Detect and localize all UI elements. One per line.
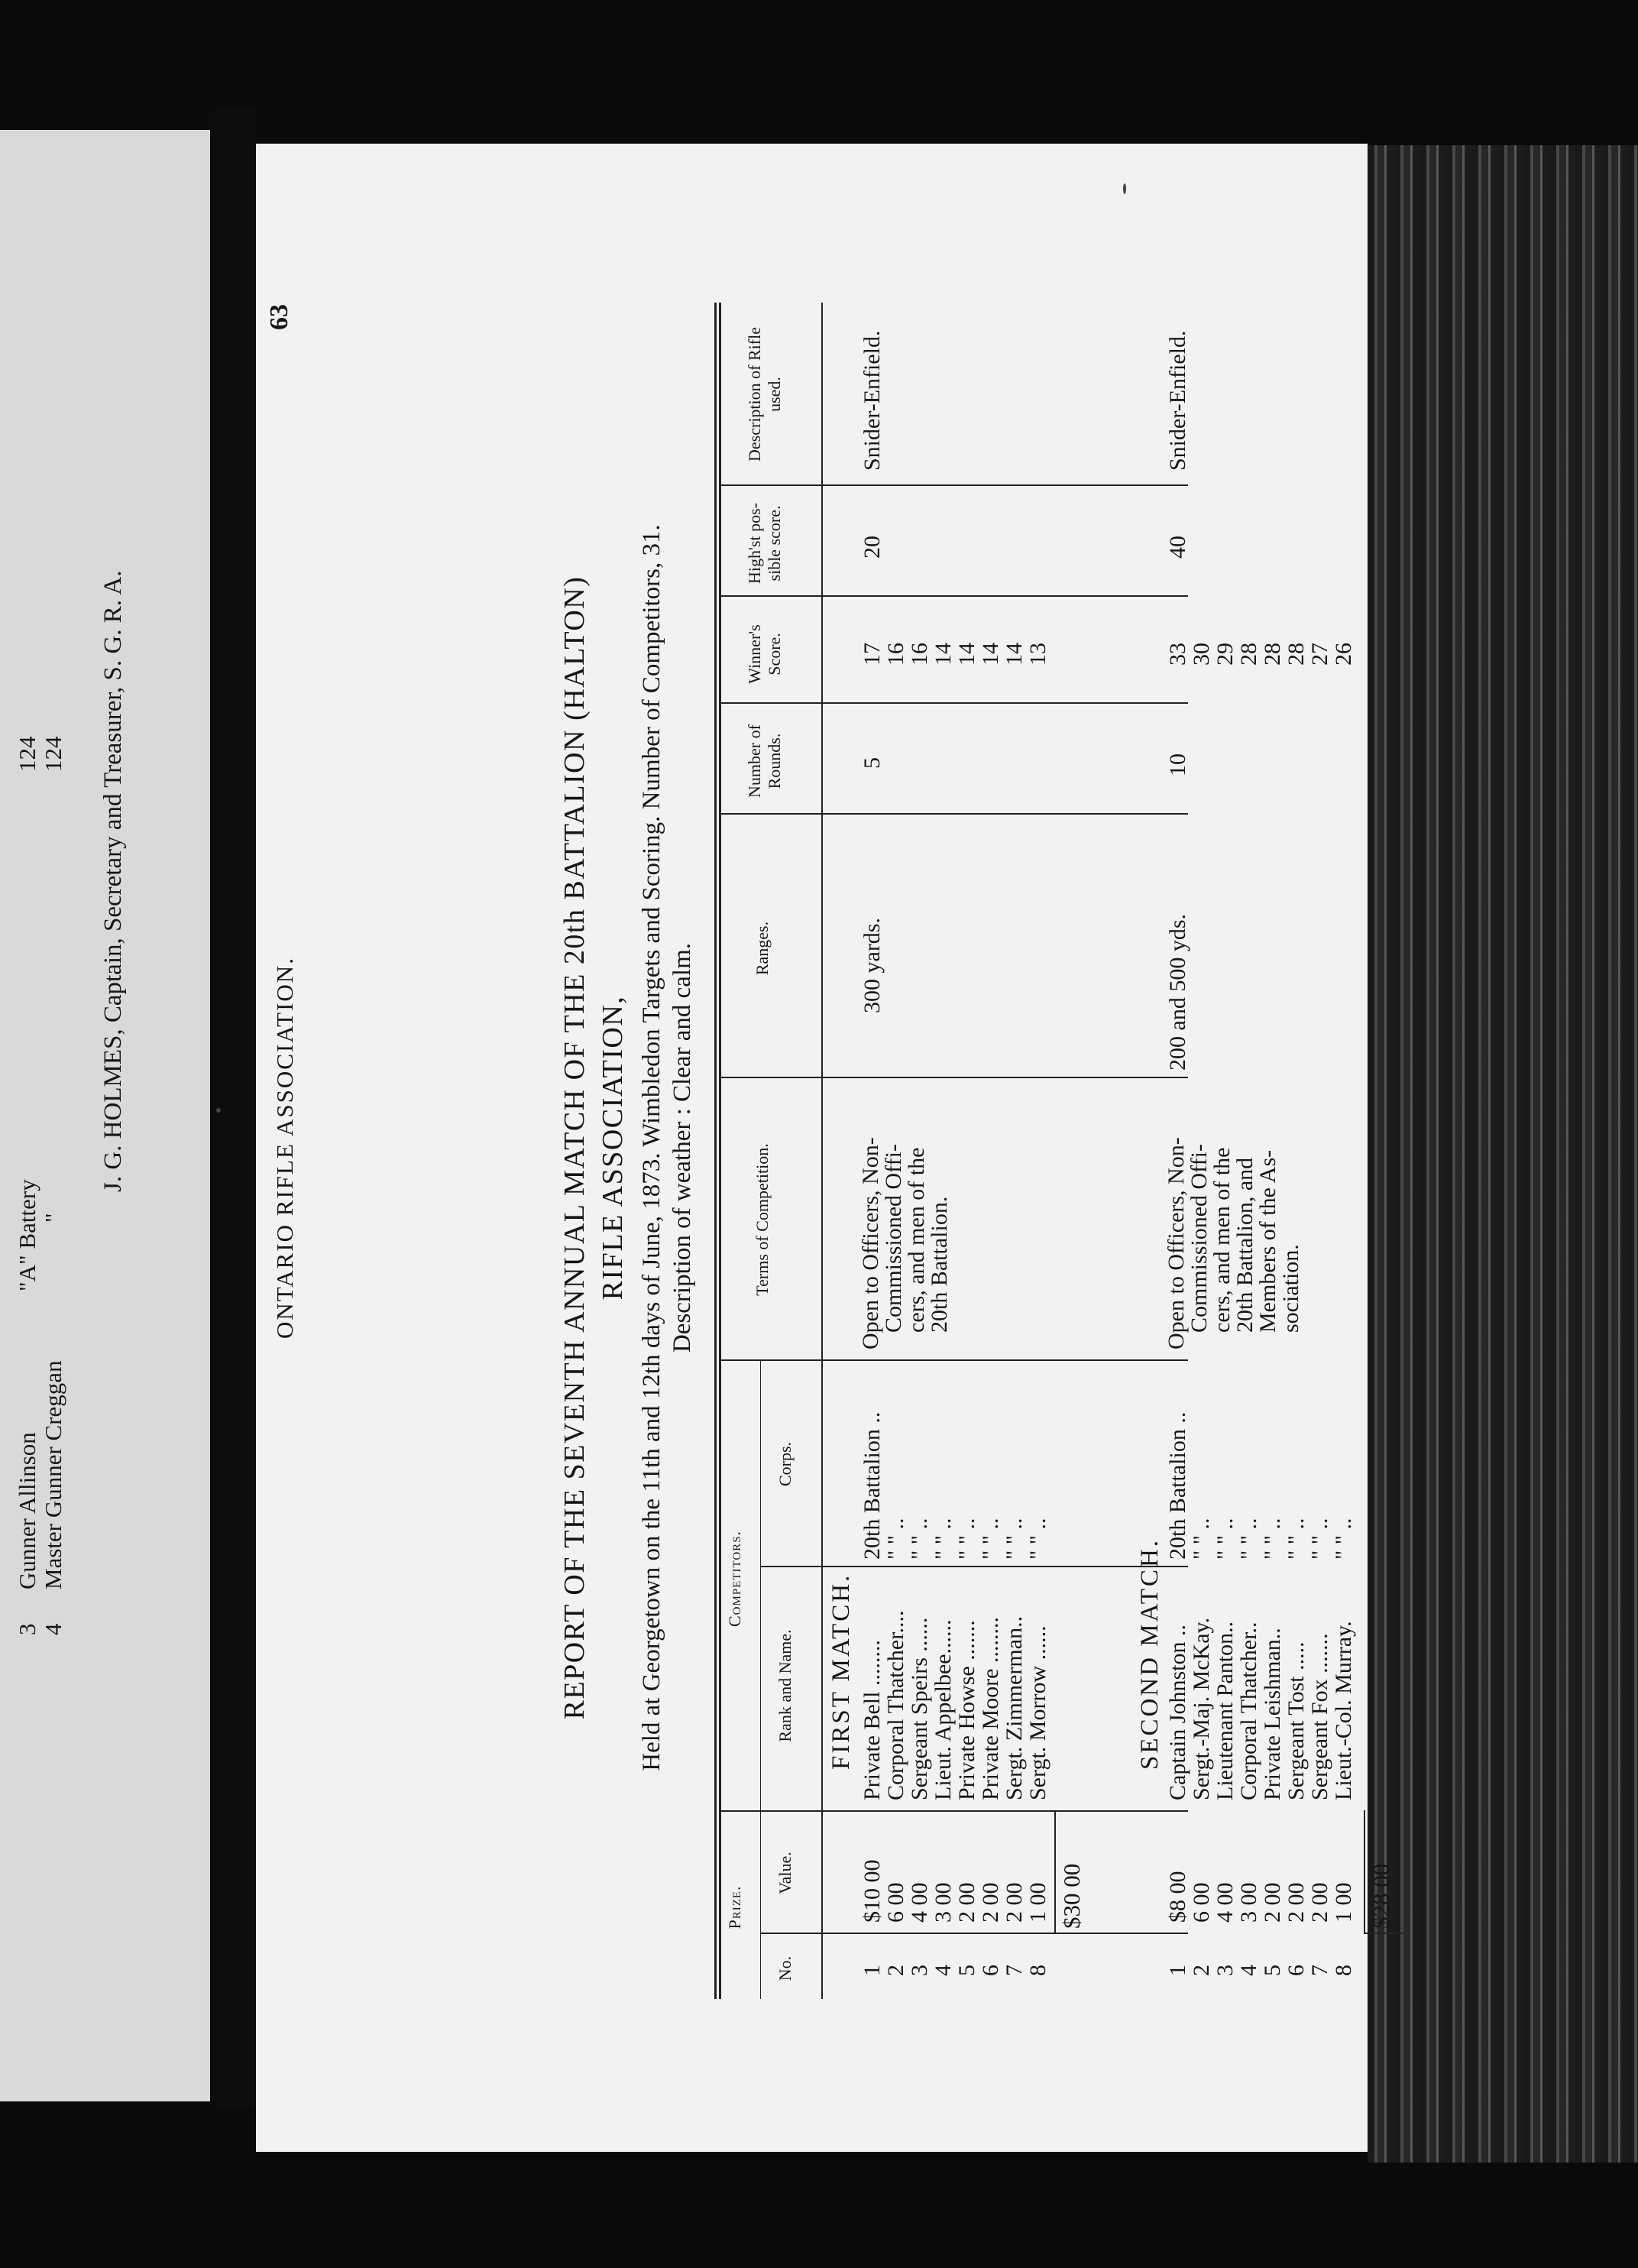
dust-speck: [216, 1108, 221, 1113]
row-number: 3: [907, 1965, 932, 1976]
row-name: Corporal Thatcher....: [883, 1610, 908, 1800]
column-rule: [720, 1359, 1188, 1361]
row-score: 124: [40, 736, 66, 772]
page-number: 63: [265, 304, 293, 330]
header-no: No.: [775, 1955, 795, 1981]
terms-line: cers, and men of the: [1209, 1147, 1235, 1333]
column-rule: [720, 702, 1188, 704]
header-rifle: Description of Rifle used.: [745, 327, 784, 462]
row-value: 2 00: [978, 1882, 1003, 1923]
row-value: 4 00: [907, 1882, 932, 1923]
row-value: 2 00: [1307, 1882, 1332, 1923]
match-rifle: Snider-Enfield.: [859, 330, 885, 471]
column-rule: [760, 1933, 1188, 1934]
row-name: Sergt.-Maj. McKay.: [1189, 1617, 1214, 1800]
column-rule: [760, 1566, 1188, 1567]
row-name: Lieutenant Panton..: [1212, 1621, 1238, 1800]
row-name: Private Howse .......: [954, 1620, 979, 1800]
row-name: Lieut. Appelbee......: [931, 1619, 956, 1800]
row-score: 33: [1165, 643, 1190, 666]
match-title: FIRST MATCH.: [827, 1573, 855, 1770]
row-score: 14: [954, 643, 979, 666]
row-name: Sergeant Fox .......: [1307, 1633, 1332, 1800]
terms-of-competition: [859, 1082, 951, 1349]
row-corps: " " ..: [1236, 1518, 1261, 1560]
row-corps: " " ..: [1307, 1518, 1332, 1560]
row-score: 16: [907, 643, 932, 666]
terms-line: Members of the As-: [1255, 1149, 1280, 1333]
terms-line: Open to Officers, Non-: [1164, 1137, 1189, 1349]
column-rule: [720, 484, 1188, 486]
header-value: Value.: [775, 1852, 795, 1894]
row-name: Corporal Thatcher..: [1236, 1622, 1261, 1800]
row-corps: " " ..: [954, 1518, 979, 1560]
row-corps: " " ..: [1025, 1518, 1050, 1560]
report-title: REPORT OF THE SEVENTH ANNUAL MATCH OF THE 20th BATTALION (HALTON): [558, 575, 591, 1720]
row-number: 6: [978, 1965, 1003, 1976]
row-name: Sergeant Speirs ......: [907, 1617, 932, 1800]
header-terms: Terms of Competition.: [753, 1143, 772, 1296]
row-value: 3 00: [931, 1882, 956, 1923]
header-bottom-rule: [821, 303, 823, 1999]
running-title: ONTARIO RIFLE ASSOCIATION.: [271, 957, 298, 1339]
match-range: 200 and 500 yds.: [1165, 914, 1190, 1071]
rotated-page-content: [256, 144, 1394, 2152]
row-score: 28: [1236, 643, 1261, 666]
match-rounds: 5: [859, 757, 885, 769]
match-total: $28 00: [1368, 1863, 1394, 1929]
row-corps: 20th Battalion ..: [1165, 1411, 1190, 1560]
page-edge-shadow: [1368, 145, 1638, 2163]
header-prize: Prize.: [725, 1885, 744, 1929]
row-score: 13: [1025, 643, 1050, 666]
row-name: Sergeant Tost .....: [1284, 1641, 1309, 1800]
row-corps: " " ..: [1284, 1518, 1309, 1560]
row-score: 124: [14, 736, 40, 772]
terms-line: Commissioned Offi-: [881, 1144, 906, 1333]
row-corps: " " ..: [978, 1518, 1003, 1560]
terms-of-competition: [1165, 1082, 1303, 1349]
row-number: 7: [1307, 1965, 1332, 1976]
row-number: 5: [1260, 1965, 1285, 1976]
row-number: 6: [1284, 1965, 1309, 1976]
row-corps: "A" Battery: [14, 1179, 40, 1291]
header-highest-score: High'st pos-sible score.: [745, 502, 784, 585]
row-number: 7: [1002, 1965, 1027, 1976]
header-corps: Corps.: [775, 1441, 795, 1487]
left-page-content: [0, 8, 210, 1994]
match-title: SECOND MATCH.: [1136, 1537, 1164, 1770]
row-value: 1 00: [1331, 1882, 1356, 1923]
column-rule: [720, 1810, 1188, 1812]
column-rule: [720, 1077, 1188, 1078]
weather-line: Description of weather : Clear and calm.: [668, 942, 696, 1353]
row-number: 4: [931, 1965, 956, 1976]
row-score: 30: [1189, 643, 1214, 666]
row-number: 4: [40, 1623, 66, 1635]
table-top-rule: [719, 303, 721, 1999]
row-name: Captain Johnston ..: [1165, 1625, 1190, 1800]
terms-line: Commissioned Offi-: [1186, 1144, 1212, 1333]
match-rounds: 10: [1165, 753, 1190, 776]
row-score: 27: [1307, 643, 1332, 666]
row-value: $10 00: [859, 1859, 885, 1923]
signature-line: J. G. HOLMES, Captain, Secretary and Treasurer, S. G. R. A.: [99, 570, 127, 1192]
row-score: 14: [1002, 643, 1027, 666]
row-number: 4: [1236, 1965, 1261, 1976]
row-number: 1: [1165, 1965, 1190, 1976]
row-name: Private Moore ........: [978, 1617, 1003, 1800]
left-page-row: [40, 1360, 67, 1635]
row-corps: " " ..: [1212, 1518, 1238, 1560]
header-competitors: Competitors.: [725, 1530, 744, 1628]
row-corps: " " ..: [1260, 1518, 1285, 1560]
row-name: Master Gunner Creggan: [40, 1360, 66, 1589]
column-rule: [720, 813, 1188, 815]
terms-line: 20th Battalion, and: [1232, 1157, 1258, 1333]
row-score: 14: [978, 643, 1003, 666]
row-value: 4 00: [1212, 1882, 1238, 1923]
terms-line: Open to Officers, Non-: [858, 1137, 883, 1349]
row-corps: ": [40, 1213, 66, 1223]
row-corps: " " ..: [931, 1518, 956, 1560]
row-corps: " " ..: [1189, 1518, 1214, 1560]
row-value: 6 00: [883, 1882, 908, 1923]
row-value: 3 00: [1236, 1882, 1261, 1923]
row-value: 6 00: [1189, 1882, 1214, 1923]
row-value: $8 00: [1165, 1871, 1190, 1923]
row-value: 2 00: [1260, 1882, 1285, 1923]
match-total: $30 00: [1058, 1863, 1085, 1929]
row-value: 2 00: [954, 1882, 979, 1923]
row-number: 2: [883, 1965, 908, 1976]
header-rank-name: Rank and Name.: [775, 1629, 795, 1742]
row-score: 14: [931, 643, 956, 666]
row-score: 16: [883, 643, 908, 666]
row-number: 1: [859, 1965, 885, 1976]
match-highest-score: 20: [859, 536, 885, 559]
row-number: 5: [954, 1965, 979, 1976]
held-line: Held at Georgetown on the 11th and 12th days of June, 1873. Wimbledon Targets and Scoring. Number of Competitors, 31.: [638, 524, 665, 1771]
row-score: 29: [1212, 643, 1238, 666]
column-rule: [720, 595, 1188, 597]
row-corps: " " ..: [907, 1518, 932, 1560]
row-name: Sergt. Morrow ......: [1025, 1625, 1050, 1800]
row-number: 2: [1189, 1965, 1214, 1976]
table-top-rule: [714, 303, 717, 1999]
row-name: Private Bell ........: [859, 1640, 885, 1800]
row-name: Private Leishman..: [1260, 1628, 1285, 1800]
terms-line: cers, and men of the: [904, 1147, 929, 1333]
row-score: 17: [859, 643, 885, 666]
report-subtitle: RIFLE ASSOCIATION,: [597, 995, 629, 1301]
row-name: Lieut.-Col. Murray.: [1331, 1621, 1356, 1800]
terms-line: 20th Battalion.: [927, 1196, 952, 1333]
row-corps: " " ..: [1331, 1518, 1356, 1560]
row-number: 8: [1331, 1965, 1356, 1976]
header-ranges: Ranges.: [753, 921, 772, 976]
row-corps: " " ..: [883, 1518, 908, 1560]
match-rifle: Snider-Enfield.: [1165, 330, 1190, 471]
row-corps: 20th Battalion ..: [859, 1411, 885, 1560]
row-number: 3: [1212, 1965, 1238, 1976]
row-number: 8: [1025, 1965, 1050, 1976]
page-header: [265, 144, 317, 2152]
row-score: 26: [1331, 643, 1356, 666]
left-page-row: [14, 1432, 41, 1635]
row-value: 1 00: [1025, 1882, 1050, 1923]
row-score: 28: [1260, 643, 1285, 666]
header-subdivision-rule: [760, 1361, 761, 1999]
row-name: Gunner Allinson: [14, 1432, 40, 1589]
row-score: 28: [1284, 643, 1309, 666]
match-highest-score: 40: [1165, 536, 1190, 559]
header-winners-score: Winner's Score.: [745, 624, 784, 684]
row-name: Sergt. Zimmerman..: [1002, 1615, 1027, 1800]
row-value: 2 00: [1284, 1882, 1309, 1923]
header-rounds: Number of Rounds.: [745, 724, 784, 798]
results-table: [714, 303, 1394, 1999]
row-number: 3: [14, 1623, 40, 1635]
match-range: 300 yards.: [859, 918, 885, 1013]
row-corps: " " ..: [1002, 1518, 1027, 1560]
row-value: 2 00: [1002, 1882, 1027, 1923]
terms-line: sociation.: [1278, 1244, 1303, 1333]
